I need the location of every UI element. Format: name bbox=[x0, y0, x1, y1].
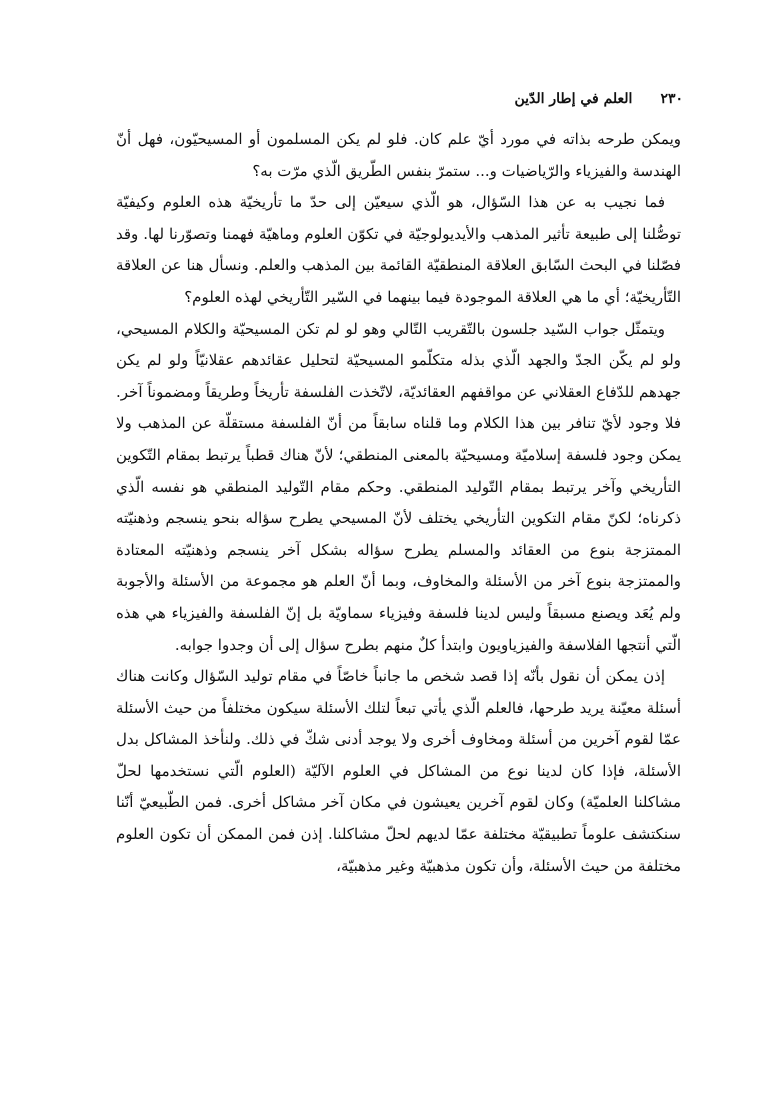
page-number: ٢٣٠ bbox=[660, 91, 683, 107]
paragraph: إذن يمكن أن نقول بأنّه إذا قصد شخص ما جانباً خاصّاً في مقام توليد السّؤال وكانت هناك أسئلة معيّنة يريد طرحها، فالعلم الّذي يأتي تبعاً لتلك الأسئلة سيكون مختلفاً من حيث الأسئلة عمّا لقوم آخرين من أسئلة ومخاوف أخرى ولا يوجد أدنى شكّ في ذلك. ولنأخذ المشاكل بدل الأسئلة، فإذا كان لدينا نوع من المشاكل في العلوم الآليّة (العلوم الّتي نستخدمها لحلّ مشاكلنا العلميّة) وكان لقوم آخرين يعيشون في مكان آخر مشاكل أخرى. فمن الطّبيعيّ أنّنا سنكتشف علوماً تطبيقيّة مختلفة عمّا لديهم لحلّ مشاكلنا. إذن فمن الممكن أن تكون العلوم مختلفة من حيث الأسئلة، وأن تكون مذهبيّة وغير مذهبيّة، bbox=[116, 667, 681, 875]
paragraph: فما نجيب به عن هذا السّؤال، هو الّذي سيعيّن إلى حدّ ما تأريخيّة هذه العلوم وكيفيّة توصُّلنا إلى طبيعة تأثير المذهب والأيديولوجيّة في تكوّن العلوم وماهيّة فهمنا وتصوّرنا لها. وقد فصّلنا في البحث السّابق العلاقة المنطقيّة القائمة بين المذهب والعلم. ونسأل هنا عن العلاقة التّأريخيّة؛ أي ما هي العلاقة الموجودة فيما بينهما في السّير التّأريخي لهذه العلوم؟ bbox=[116, 193, 681, 306]
body-text bbox=[116, 124, 681, 882]
paragraph: ويتمثّل جواب السّيد جلسون بالتّقريب التّالي وهو لو لم تكن المسيحيّة والكلام المسيحي، ولو لم يكّن الجدّ والجهد الّذي بذله متكلّمو المسيحيّة لتحليل عقائدهم عقلانيّاً ولو لم يكن جهدهم للدّفاع العقلاني عن مواقفهم العقائديّة، لاتّخذت الفلسفة تأريخاً وطريقاً ومضموناً آخر. فلا وجود لأيّ تنافر بين هذا الكلام وما قلناه سابقاً من أنّ الفلسفة مستقلّة عن المذهب ولا يمكن وجود فلسفة إسلاميّة ومسيحيّة بالمعنى المنطقي؛ لأنّ هناك قطباً يرتبط بمقام التّكوين التأريخي وآخر يرتبط بمقام التّوليد المنطقي. وحكم مقام التّوليد المنطقي هو نفسه الّذي ذكرناه؛ لكنّ مقام التكوين التأريخي يختلف لأنّ المسيحي يطرح سؤاله بنحو ينسجم وذهنيّته الممتزجة بنوع من العقائد والمسلم يطرح سؤاله بشكل آخر ينسجم وذهنيّته المعتادة والممتزجة بنوع آخر من الأسئلة والمخاوف، وبما أنّ العلم هو مجموعة من الأسئلة والأجوبة ولم يُعَد ويصنع مسبقاً وليس لدينا فلسفة وفيزياء سماويّة بل إنّ الفلسفة والفيزياء هي هذه الّتي أنتجها الفلاسفة والفيزياويون وابتدأ كلٌ منهم بطرح سؤال إلى أن وجدوا جوابه. bbox=[116, 319, 681, 654]
running-title: العلم في إطار الدّين bbox=[514, 91, 633, 107]
paragraph-continuation: ويمكن طرحه بذاته في مورد أيّ علم كان. فلو لم يكن المسلمون أو المسيحيّون، فهل أنّ الهندسة والفيزياء والرّياضيات و... ستمرّ بنفس الطّريق الّذي مرّت به؟ bbox=[116, 130, 681, 180]
page-header bbox=[100, 84, 683, 114]
